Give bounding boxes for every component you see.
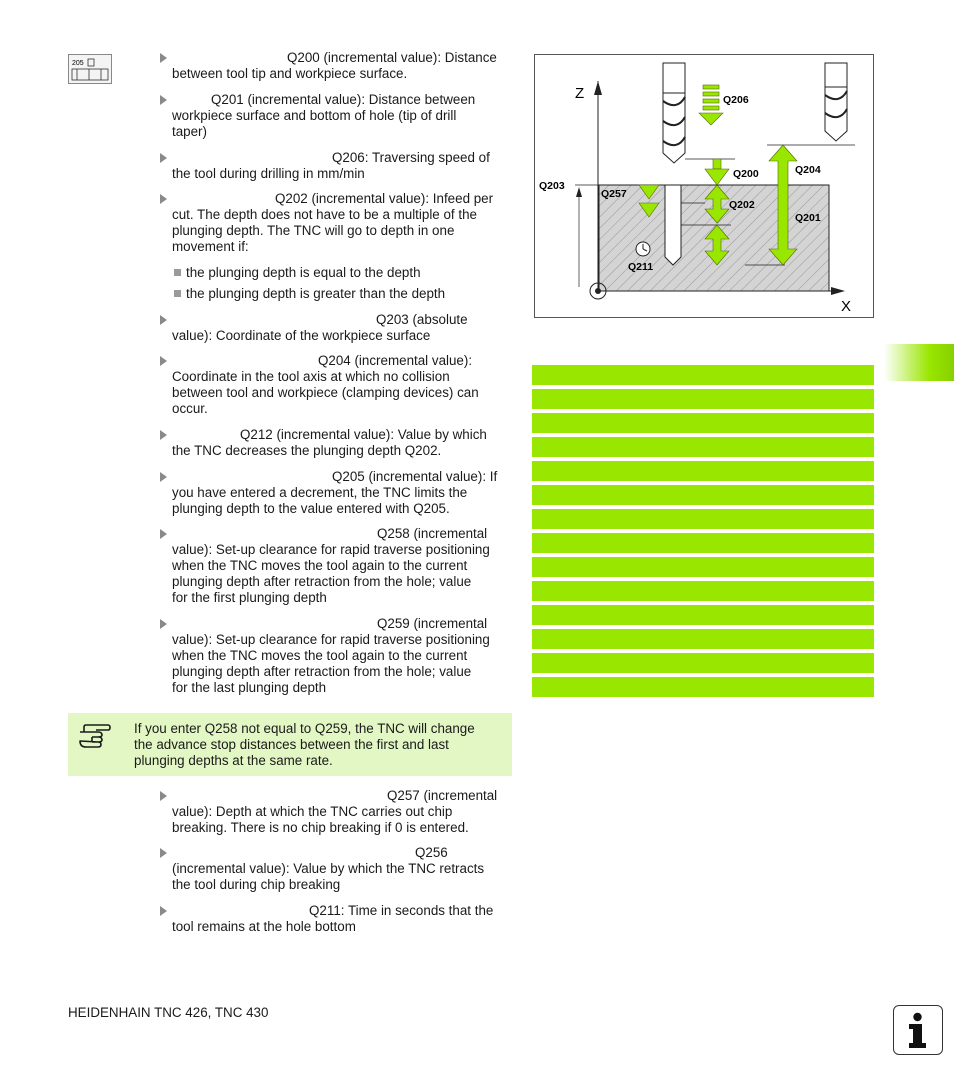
arrow-icon	[160, 791, 167, 801]
arrow-icon	[160, 906, 167, 916]
label-q202: Q202	[729, 199, 755, 211]
arrow-icon	[160, 194, 167, 204]
table-row	[532, 365, 874, 385]
table-row	[532, 581, 874, 601]
arrow-icon	[160, 95, 167, 105]
feed-arrow-q206	[699, 85, 723, 125]
cycle-icon-label: 205	[72, 60, 84, 67]
drill-tool-right	[825, 63, 847, 141]
label-q200: Q200	[733, 168, 759, 180]
pointing-hand-icon	[78, 723, 112, 749]
table-row	[532, 413, 874, 433]
table-row	[532, 653, 874, 673]
table-row	[532, 677, 874, 697]
chapter-tab	[884, 344, 954, 381]
label-q201: Q201	[795, 212, 821, 224]
cycle-205-icon	[68, 54, 112, 84]
axis-z-label: Z	[575, 85, 585, 102]
bullet-square-icon	[174, 269, 181, 276]
table-row	[532, 533, 874, 553]
arrow-icon	[160, 848, 167, 858]
drill-tool-left	[663, 63, 685, 163]
table-row	[532, 485, 874, 505]
label-q211: Q211	[628, 261, 654, 273]
arrow-icon	[160, 356, 167, 366]
note-text: If you enter Q258 not equal to Q259, the TNC will change the advance stop distances between the first and last plunging depths at the same rate.	[134, 721, 475, 768]
table-row	[532, 557, 874, 577]
label-q206: Q206	[723, 94, 749, 106]
arrow-icon	[160, 430, 167, 440]
label-q257: Q257	[601, 188, 627, 200]
footer-text: HEIDENHAIN TNC 426, TNC 430	[68, 1005, 269, 1020]
arrow-icon	[160, 315, 167, 325]
cycle-diagram	[534, 54, 874, 318]
info-icon	[893, 1005, 943, 1055]
arrow-icon	[160, 53, 167, 63]
dwell-clock-icon	[636, 242, 650, 256]
table-row	[532, 437, 874, 457]
cycle-diagram-svg	[535, 55, 873, 317]
green-table	[532, 365, 874, 701]
table-row	[532, 509, 874, 529]
arrow-q200	[705, 159, 729, 185]
arrow-icon	[160, 472, 167, 482]
table-row	[532, 629, 874, 649]
axis-x-label: X	[841, 298, 852, 315]
note-box	[68, 713, 512, 776]
table-row	[532, 461, 874, 481]
bullet-item: the plunging depth is greater than the depth	[174, 286, 445, 302]
arrow-icon	[160, 619, 167, 629]
arrow-icon	[160, 153, 167, 163]
bullet-square-icon	[174, 290, 181, 297]
table-row	[532, 389, 874, 409]
label-q203: Q203	[539, 180, 565, 192]
table-row	[532, 605, 874, 625]
arrow-icon	[160, 529, 167, 539]
label-q204: Q204	[795, 164, 821, 176]
bullet-item: the plunging depth is equal to the depth	[174, 265, 421, 281]
